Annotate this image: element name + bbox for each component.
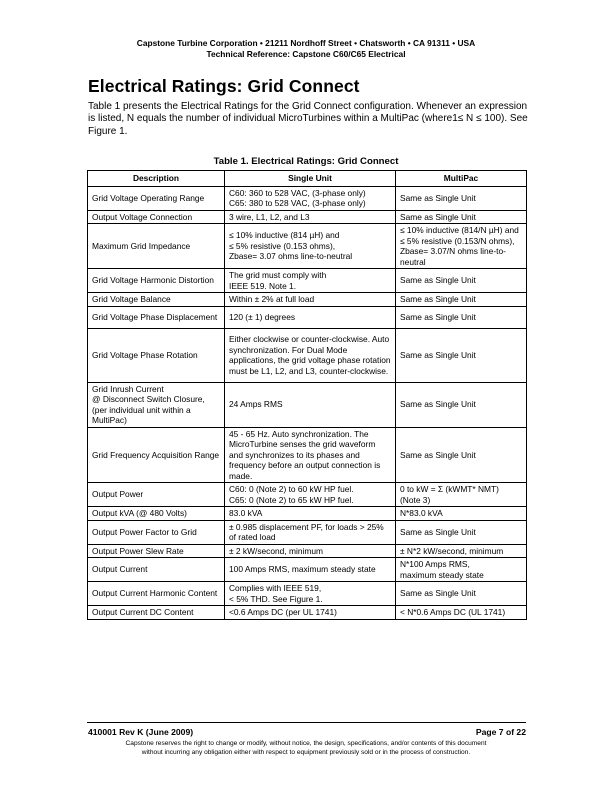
row-single-unit: ± 2 kW/second, minimum: [225, 544, 396, 558]
footer-doc-id: 410001 Rev K (June 2009): [88, 727, 194, 737]
table-row: [88, 606, 527, 620]
row-multipac: N*100 Amps RMS, maximum steady state: [396, 558, 527, 582]
row-multipac: Same as Single Unit: [396, 582, 527, 606]
table-row: [88, 382, 527, 427]
row-multipac: Same as Single Unit: [396, 269, 527, 293]
row-single-unit: 24 Amps RMS: [225, 382, 396, 427]
row-multipac: ± N*2 kW/second, minimum: [396, 544, 527, 558]
row-description: Grid Voltage Balance: [88, 293, 225, 307]
table-row: [88, 483, 527, 507]
row-description: Grid Frequency Acquisition Range: [88, 427, 225, 483]
row-multipac: Same as Single Unit: [396, 306, 527, 328]
row-single-unit: ± 0.985 displacement PF, for loads > 25% of rated load: [225, 520, 396, 544]
intro-paragraph: Table 1 presents the Electrical Ratings for the Grid Connect configuration. Whenever an expression is listed, N equals the number of individual MicroTurbines within a MultiPac (where1≤ N ≤ 100). See Figure 1.: [88, 101, 528, 137]
table-body: [88, 186, 527, 619]
row-single-unit: Within ± 2% at full load: [225, 293, 396, 307]
row-single-unit: Either clockwise or counter-clockwise. Auto synchronization. For Dual Mode applications, the grid voltage phase rotation must be L1, L2, and L3, counter-clockwise.: [225, 328, 396, 382]
row-multipac: N*83.0 kVA: [396, 507, 527, 521]
table-row: [88, 293, 527, 307]
table-row: [88, 269, 527, 293]
row-description: Output Voltage Connection: [88, 210, 225, 224]
row-single-unit: 120 (± 1) degrees: [225, 306, 396, 328]
table-header-row: [88, 171, 527, 187]
header-address: Capstone Turbine Corporation • 21211 Nordhoff Street • Chatsworth • CA 91311 • USA: [136, 38, 476, 48]
row-description: Grid Voltage Operating Range: [88, 186, 225, 210]
row-description: Grid Voltage Harmonic Distortion: [88, 269, 225, 293]
disclaimer-line: Capstone reserves the right to change or modify, without notice, the design, specifications, and/or contents of this document: [125, 740, 487, 747]
row-single-unit: <0.6 Amps DC (per UL 1741): [225, 606, 396, 620]
row-single-unit: 100 Amps RMS, maximum steady state: [225, 558, 396, 582]
row-multipac: Same as Single Unit: [396, 427, 527, 483]
row-single-unit: 83.0 kVA: [225, 507, 396, 521]
page-header: [0, 38, 612, 60]
row-description: Output Power Factor to Grid: [88, 520, 225, 544]
row-description: Output Power Slew Rate: [88, 544, 225, 558]
page-title: Electrical Ratings: Grid Connect: [88, 76, 360, 96]
row-description: Grid Voltage Phase Rotation: [88, 328, 225, 382]
row-description: Grid Inrush Current @ Disconnect Switch Closure, (per individual unit within a MultiPac): [88, 382, 225, 427]
table-row: [88, 507, 527, 521]
table-row: [88, 558, 527, 582]
table-row: [88, 520, 527, 544]
row-single-unit: ≤ 10% inductive (814 µH) and ≤ 5% resistive (0.153 ohms), Zbase= 3.07 ohms line-to-neutral: [225, 224, 396, 269]
row-description: Maximum Grid Impedance: [88, 224, 225, 269]
row-description: Grid Voltage Phase Displacement: [88, 306, 225, 328]
header-multipac: MultiPac: [396, 171, 527, 187]
disclaimer-line: without incurring any obligation either with respect to equipment previously sold or in the process of construction.: [141, 748, 471, 756]
header-subtitle: Technical Reference: Capstone C60/C65 Electrical: [206, 49, 406, 59]
row-multipac: Same as Single Unit: [396, 293, 527, 307]
electrical-ratings-table: [87, 170, 527, 620]
row-description: Output Current DC Content: [88, 606, 225, 620]
table-row: [88, 210, 527, 224]
row-multipac: < N*0.6 Amps DC (UL 1741): [396, 606, 527, 620]
row-multipac: 0 to kW = Σ (kWMT* NMT) (Note 3): [396, 483, 527, 507]
header-single-unit: Single Unit: [225, 171, 396, 187]
row-multipac: Same as Single Unit: [396, 382, 527, 427]
row-description: Output kVA (@ 480 Volts): [88, 507, 225, 521]
row-single-unit: The grid must comply with IEEE 519. Note 1.: [225, 269, 396, 293]
row-single-unit: Complies with IEEE 519, < 5% THD. See Figure 1.: [225, 582, 396, 606]
row-multipac: Same as Single Unit: [396, 210, 527, 224]
row-multipac: Same as Single Unit: [396, 186, 527, 210]
table-row: [88, 582, 527, 606]
table-row: [88, 306, 527, 328]
row-single-unit: C60: 0 (Note 2) to 60 kW HP fuel. C65: 0 (Note 2) to 65 kW HP fuel.: [225, 483, 396, 507]
table-row: [88, 427, 527, 483]
table-row: [88, 224, 527, 269]
row-description: Output Current: [88, 558, 225, 582]
row-multipac: ≤ 10% inductive (814/N µH) and ≤ 5% resistive (0.153/N ohms), Zbase= 3.07/N ohms line-to-neutral: [396, 224, 527, 269]
table-caption: Table 1. Electrical Ratings: Grid Connect: [213, 156, 399, 167]
table-row: [88, 544, 527, 558]
table-row: [88, 186, 527, 210]
row-single-unit: C60: 360 to 528 VAC, (3-phase only) C65: 380 to 528 VAC, (3-phase only): [225, 186, 396, 210]
row-multipac: Same as Single Unit: [396, 520, 527, 544]
footer-disclaimer: [60, 740, 552, 757]
footer-rule: [87, 722, 526, 723]
row-single-unit: 3 wire, L1, L2, and L3: [225, 210, 396, 224]
footer-page-number: Page 7 of 22: [475, 727, 526, 737]
row-description: Output Power: [88, 483, 225, 507]
row-description: Output Current Harmonic Content: [88, 582, 225, 606]
header-description: Description: [88, 171, 225, 187]
row-single-unit: 45 - 65 Hz. Auto synchronization. The MicroTurbine senses the grid waveform and synchronizes to its phases and frequency before an output connection is made.: [225, 427, 396, 483]
table-row: [88, 328, 527, 382]
row-multipac: Same as Single Unit: [396, 328, 527, 382]
